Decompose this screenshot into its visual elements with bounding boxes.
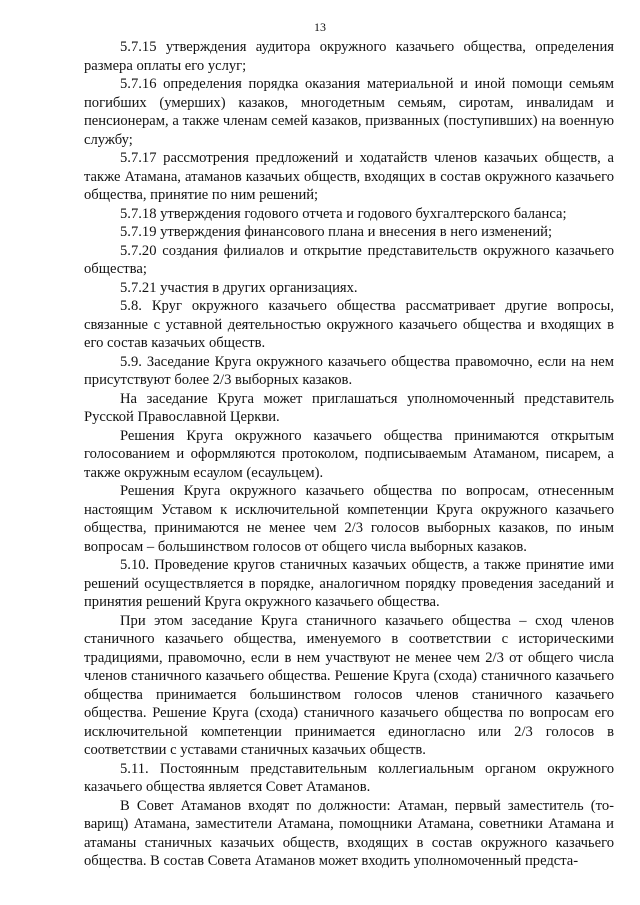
paragraph-stanitsa-assembly: При этом заседание Круга станичного казачьего общества – сход членов станичного казачьего общества, именуемого в соответствии с историческими традициями, правомочно, если в нем участвуют не менее чем 2/3 от общего числа членов станичного казачьего общества. Решение Круга (схода) станичного казачьего общества принимается большинством голосов членов станичного казачьего общества. Решение Круга (схода) станичного казачьего общества по вопросам его исключительной компетенции принимается единогласно или 2/3 голосов в соответствии с уставами станичных казачьих обществ. — [84, 612, 614, 758]
paragraph-5-7-20: 5.7.20 создания филиалов и открытие представительств окружного казачьего общества; — [84, 242, 614, 277]
paragraph-5-7-21: 5.7.21 участия в других организациях. — [120, 279, 358, 296]
paragraph-5-9: 5.9. Заседание Круга окружного казачьего общества правомочно, если на нем присутствуют более 2/3 выборных казаков. — [84, 353, 614, 388]
paragraph-church-representative: На заседание Круга может приглашаться уполномоченный представитель Русской Православной Церкви. — [84, 390, 614, 425]
paragraph-5-7-16: 5.7.16 определения порядка оказания материальной и иной помощи семьям погибших (умерших) казаков, многодетным семьям, сиротам, инвалидам и пенсионерам, а также членам семей казаков, призванных (поступивших) на военную службу; — [84, 76, 614, 148]
paragraph-5-7-19: 5.7.19 утверждения финансового плана и внесения в него изменений; — [120, 224, 553, 240]
paragraph-exclusive-competence: Решения Круга окружного казачьего общества по вопросам, отнесенным настоящим Уставом к исключительной компетенции Круга окружного казачьего общества, принимаются не менее чем 2/3 голосов выборных казаков, по иным вопросам – большинством голосов от общего числа выборных казаков. — [84, 483, 614, 555]
paragraph-5-7-15: 5.7.15 утверждения аудитора окружного казачьего общества, определения размера оплаты его услуг; — [84, 39, 614, 74]
paragraph-5-10: 5.10. Проведение кругов станичных казачьих обществ, а также принятие ими решений осуществляется в порядке, аналогичном порядку проведения заседаний и принятия решений Круга окружного казачьего общества. — [84, 557, 614, 610]
page-number: 13 — [314, 20, 326, 34]
paragraph-5-11: 5.11. Постоянным представительным коллегиальным органом окружного казачьего общества является Совет Атаманов. — [84, 760, 614, 795]
paragraph-5-7-17: 5.7.17 рассмотрения предложений и ходатайств членов казачьих обществ, а также Атамана, атаманов казачьих обществ, входящих в состав окружного казачьего общества, принятие по ним решений; — [84, 150, 614, 203]
paragraph-5-7-18: 5.7.18 утверждения годового отчета и годового бухгалтерского баланса; — [120, 205, 567, 222]
paragraph-circle-decisions: Решения Круга окружного казачьего общества принимаются открытым голосованием и оформляются протоколом, подписываемым Атаманом, писарем, а также окружным есаулом (есаульцем). — [84, 427, 614, 481]
document-body — [84, 38, 614, 871]
paragraph-council-members: В Совет Атаманов входят по должности: Атаман, первый заместитель (товарищ) Атамана, заместители Атамана, помощники Атамана, советники Атамана и атаманы станичных казачьих обществ, входящих в состав окружного казачьего общества. В состав Совета Атаманов может входить уполномоченный предста- — [84, 797, 614, 869]
paragraph-5-8: 5.8. Круг окружного казачьего общества рассматривает другие вопросы, связанные с уставной деятельностью окружного казачьего общества и входящих в его состав казачьих обществ. — [84, 298, 614, 351]
